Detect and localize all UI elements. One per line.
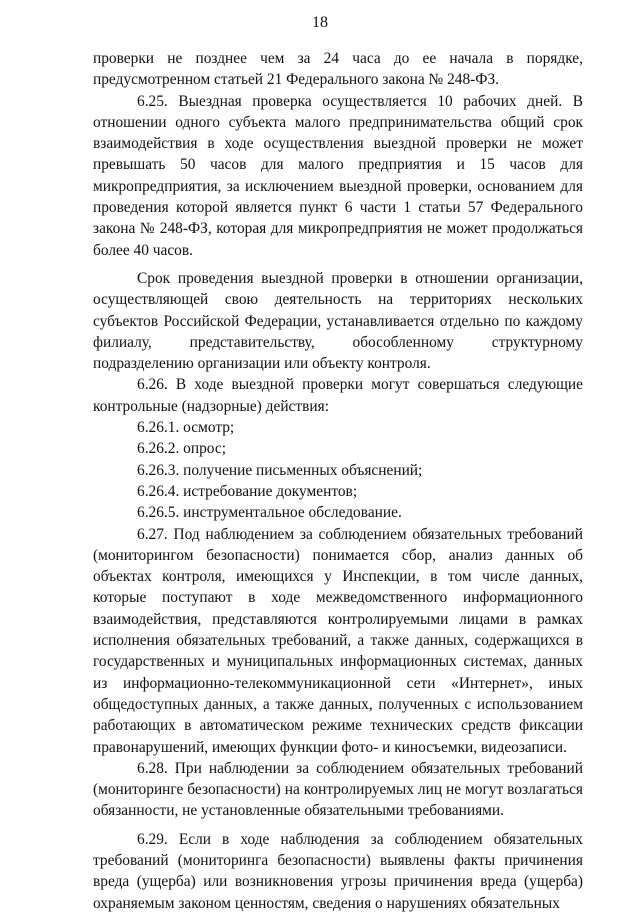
list-item-6-26-5: 6.26.5. инструментальное обследование.	[137, 504, 402, 522]
paragraph-6-28: 6.28. При наблюдении за соблюдением обязательных требований (мониторинге безопасности) на контролируемых лиц не могут возлагаться обязанности, не установленные обязательными требованиями.	[93, 759, 583, 820]
document-body	[93, 48, 583, 914]
list-item-6-26-2: 6.26.2. опрос;	[137, 440, 226, 458]
paragraph-6-25: 6.25. Выездная проверка осуществляется 10 рабочих дней. В отношении одного субъекта малого предпринимательства общий срок взаимодействия в ходе осуществления выездной проверки не может превышать 50 часов для малого предприятия и 15 часов для микропредприятия, за исключением выездной проверки, основанием для проведения которой является пункт 6 части 1 статьи 57 Федерального закона № 248-ФЗ, которая для микропредприятия не может продолжаться более 40 часов.	[93, 92, 583, 259]
list-item-6-26-3: 6.26.3. получение письменных объяснений;	[137, 461, 423, 479]
paragraph-continuation: проверки не позднее чем за 24 часа до ее начала в порядке, предусмотренном статьей 21 Федерального закона № 248-ФЗ.	[93, 50, 583, 89]
list-item-6-26-4: 6.26.4. истребование документов;	[137, 482, 358, 500]
paragraph-6-26: 6.26. В ходе выездной проверки могут совершаться следующие контрольные (надзорные) действия:	[93, 376, 583, 415]
paragraph-inspection-period: Срок проведения выездной проверки в отношении организации, осуществляющей свою деятельность на территориях нескольких субъектов Российской Федерации, устанавливается отдельно по каждому филиалу, представительству, обособленному структурному подразделению организации или объекту контроля.	[93, 269, 583, 373]
page-number: 18	[312, 14, 328, 31]
paragraph-6-27: 6.27. Под наблюдением за соблюдением обязательных требований (мониторингом безопасности) понимается сбор, анализ данных об объектах контроля, имеющихся у Инспекции, в том числе данных, которые поступают в ходе межведомственного информационного взаимодействия, представляются контролируемыми лицами в рамках исполнения обязательных требований, а также данных, содержащихся в государственных и муниципальных информационных системах, данных из информационно-телекоммуникационной сети «Интернет», иных общедоступных данных, а также данных, полученных с использованием работающих в автоматическом режиме технических средств фиксации правонарушений, имеющих функции фото- и киносъемки, видеозаписи.	[93, 525, 583, 756]
list-item-6-26-1: 6.26.1. осмотр;	[137, 419, 235, 437]
paragraph-6-29: 6.29. Если в ходе наблюдения за соблюдением обязательных требований (мониторинга безопасности) выявлены факты причинения вреда (ущерба) или возникновения угрозы причинения вреда (ущерба) охраняемым законом ценностям, сведения о нарушениях обязательных	[93, 830, 583, 912]
